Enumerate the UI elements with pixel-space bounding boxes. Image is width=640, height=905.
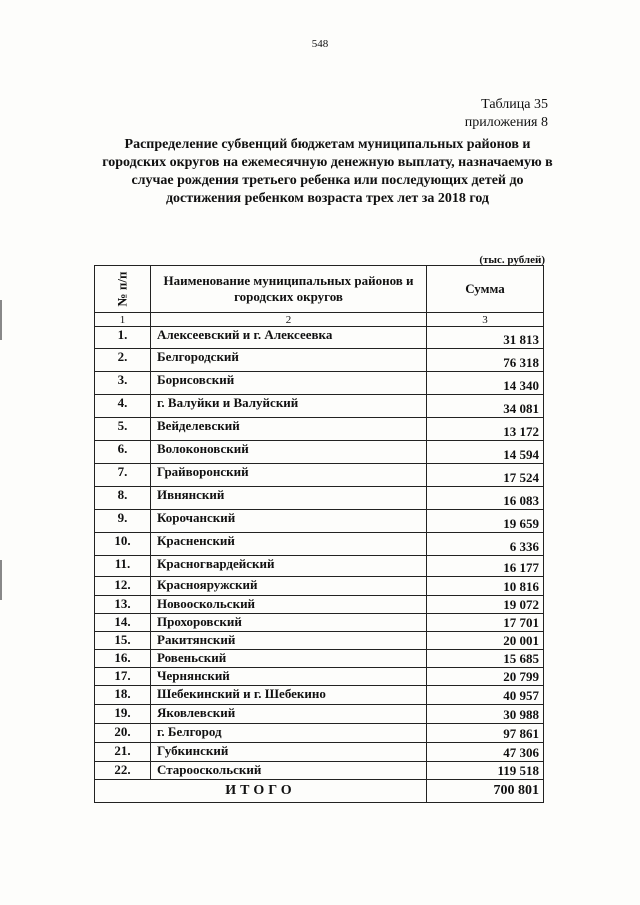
row-number: 21. — [95, 743, 151, 762]
row-district-name: Краснояружский — [151, 577, 427, 596]
row-number: 15. — [95, 632, 151, 650]
column-index: 1 — [95, 313, 151, 327]
column-index: 3 — [427, 313, 544, 327]
header-name: Наименование муниципальных районов и городских округов — [151, 266, 427, 313]
header-sum: Сумма — [427, 266, 544, 313]
row-district-name: Яковлевский — [151, 705, 427, 724]
row-number: 19. — [95, 705, 151, 724]
row-district-name: Шебекинский и г. Шебекино — [151, 686, 427, 705]
table-row — [95, 395, 544, 418]
row-number: 11. — [95, 556, 151, 577]
row-district-name: Красногвардейский — [151, 556, 427, 577]
row-district-name: Вейделевский — [151, 418, 427, 441]
row-district-name: Корочанский — [151, 510, 427, 533]
row-district-name: г. Белгород — [151, 724, 427, 743]
row-number: 17. — [95, 668, 151, 686]
row-district-name: г. Валуйки и Валуйский — [151, 395, 427, 418]
row-number: 13. — [95, 596, 151, 614]
row-number: 22. — [95, 762, 151, 780]
row-sum: 6 336 — [427, 533, 544, 556]
row-sum: 34 081 — [427, 395, 544, 418]
row-sum: 30 988 — [427, 705, 544, 724]
table-row — [95, 464, 544, 487]
row-district-name: Белгородский — [151, 349, 427, 372]
subvention-table — [94, 265, 544, 803]
row-number: 14. — [95, 614, 151, 632]
row-sum: 19 659 — [427, 510, 544, 533]
row-number: 9. — [95, 510, 151, 533]
table-row — [95, 372, 544, 395]
row-district-name: Ракитянский — [151, 632, 427, 650]
row-number: 12. — [95, 577, 151, 596]
total-label: ИТОГО — [95, 780, 427, 803]
row-sum: 15 685 — [427, 650, 544, 668]
row-district-name: Новооскольский — [151, 596, 427, 614]
row-sum: 10 816 — [427, 577, 544, 596]
total-row — [95, 780, 544, 803]
table-row — [95, 614, 544, 632]
table-row — [95, 418, 544, 441]
row-sum: 17 701 — [427, 614, 544, 632]
table-row — [95, 577, 544, 596]
row-district-name: Грайворонский — [151, 464, 427, 487]
table-row — [95, 705, 544, 724]
caption-table-number: Таблица 35 — [481, 97, 548, 112]
row-sum: 47 306 — [427, 743, 544, 762]
row-district-name: Ровеньский — [151, 650, 427, 668]
row-sum: 19 072 — [427, 596, 544, 614]
table-row — [95, 441, 544, 464]
row-sum: 31 813 — [427, 327, 544, 349]
column-index-row — [95, 313, 544, 327]
header-number: № п/п — [95, 266, 151, 313]
row-number: 6. — [95, 441, 151, 464]
row-district-name: Ивнянский — [151, 487, 427, 510]
table-row — [95, 487, 544, 510]
row-district-name: Волоконовский — [151, 441, 427, 464]
row-sum: 14 340 — [427, 372, 544, 395]
row-number: 18. — [95, 686, 151, 705]
page-number: 548 — [311, 38, 329, 50]
table-row — [95, 510, 544, 533]
row-number: 2. — [95, 349, 151, 372]
row-district-name: Губкинский — [151, 743, 427, 762]
scan-margin-mark — [0, 300, 2, 340]
row-district-name: Борисовский — [151, 372, 427, 395]
table-row — [95, 632, 544, 650]
row-sum: 97 861 — [427, 724, 544, 743]
row-number: 20. — [95, 724, 151, 743]
row-district-name: Алексеевский и г. Алексеевка — [151, 327, 427, 349]
row-sum: 16 083 — [427, 487, 544, 510]
table-row — [95, 650, 544, 668]
row-sum: 20 001 — [427, 632, 544, 650]
row-sum: 13 172 — [427, 418, 544, 441]
row-number: 7. — [95, 464, 151, 487]
table-row — [95, 596, 544, 614]
row-number: 3. — [95, 372, 151, 395]
row-sum: 76 318 — [427, 349, 544, 372]
table-row — [95, 743, 544, 762]
caption-appendix: приложения 8 — [464, 115, 548, 130]
table-row — [95, 668, 544, 686]
row-district-name: Прохоровский — [151, 614, 427, 632]
row-sum: 20 799 — [427, 668, 544, 686]
row-number: 10. — [95, 533, 151, 556]
row-district-name: Чернянский — [151, 668, 427, 686]
scan-margin-mark — [0, 560, 2, 600]
row-district-name: Красненский — [151, 533, 427, 556]
unit-label: (тыс. рублей) — [479, 254, 545, 266]
row-number: 5. — [95, 418, 151, 441]
table-caption — [465, 96, 548, 132]
row-number: 16. — [95, 650, 151, 668]
row-sum: 40 957 — [427, 686, 544, 705]
table-header-row — [95, 266, 544, 313]
row-number: 8. — [95, 487, 151, 510]
total-sum: 700 801 — [427, 780, 544, 803]
row-number: 4. — [95, 395, 151, 418]
row-sum: 16 177 — [427, 556, 544, 577]
row-sum: 119 518 — [427, 762, 544, 780]
column-index: 2 — [151, 313, 427, 327]
table-row — [95, 533, 544, 556]
table-row — [95, 686, 544, 705]
table-row — [95, 724, 544, 743]
table-row — [95, 556, 544, 577]
table-row — [95, 327, 544, 349]
row-number: 1. — [95, 327, 151, 349]
row-sum: 17 524 — [427, 464, 544, 487]
table-row — [95, 349, 544, 372]
table-row — [95, 762, 544, 780]
document-title: Распределение субвенций бюджетам муниципальных районов и городских округов на ежемесячную денежную выплату, назначаемую в случае рождения третьего ребенка или последующих детей до достижения ребенком возраста трех лет за 2018 год — [102, 137, 553, 206]
row-district-name: Старооскольский — [151, 762, 427, 780]
row-sum: 14 594 — [427, 441, 544, 464]
